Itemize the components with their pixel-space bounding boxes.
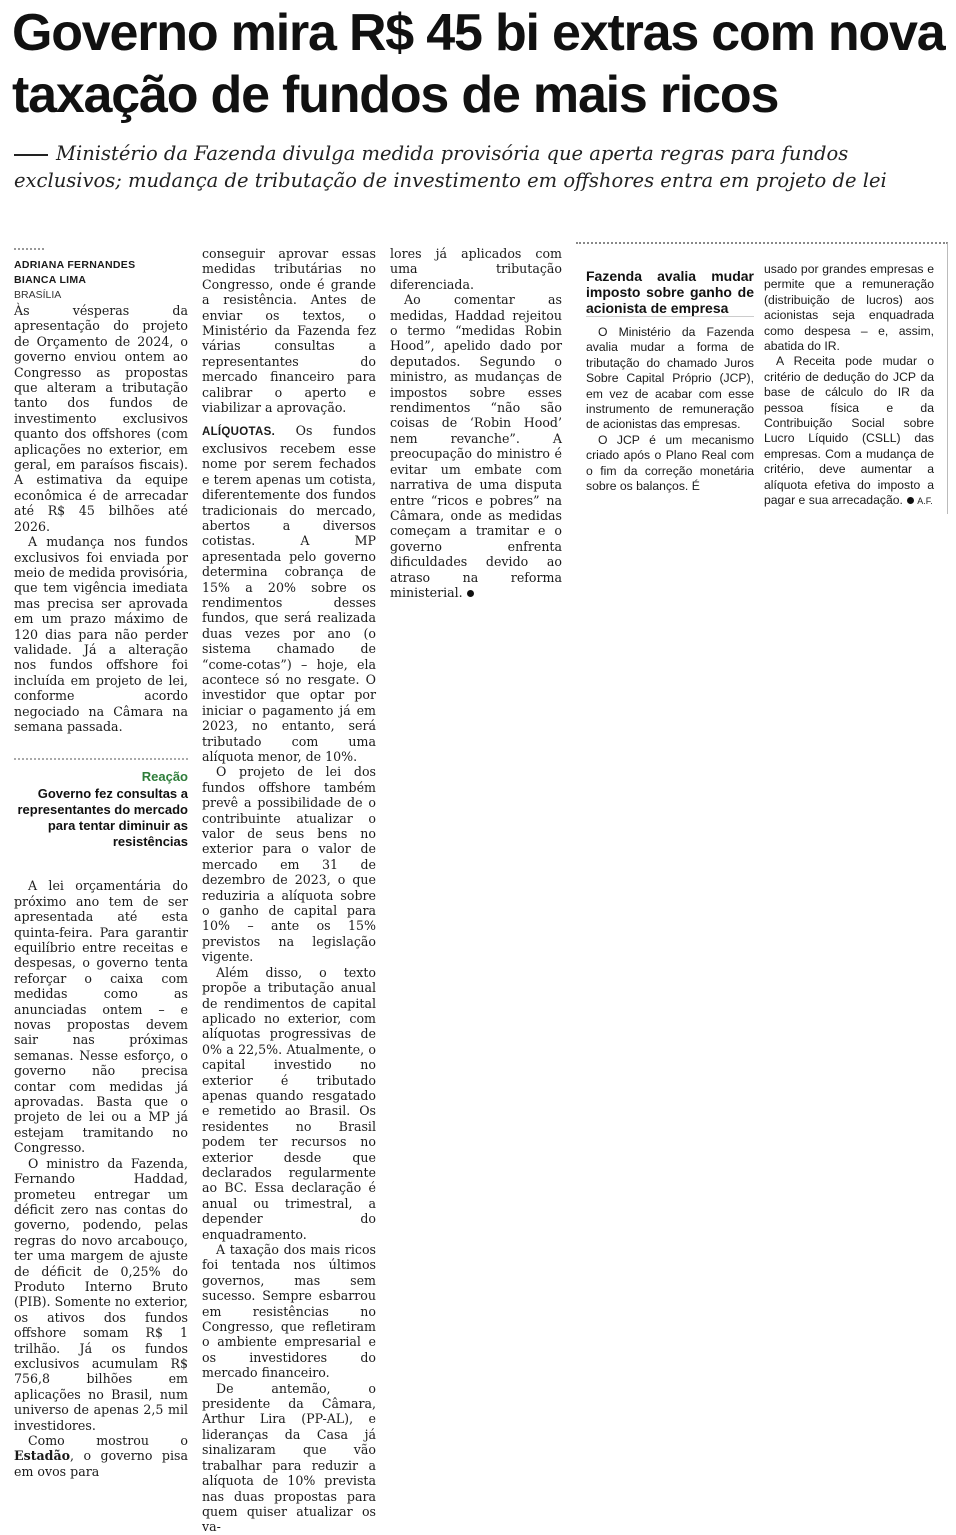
- byline-dots: [14, 248, 44, 250]
- pull-quote: [14, 758, 188, 850]
- pull-quote-kicker: Reação: [141, 769, 188, 785]
- sidebar-column-2: [764, 262, 934, 510]
- text-run: Os fundos exclusivos recebem esse nome por serem fechados e terem apenas um cotista, diferentemente dos fundos tradicionais do mercado, abertos a diversos cotistas. A MP apresentada pelo governo determina cobrança de 15% a 20% sobre os rendimentos desses fundos, que será realizada duas vezes por ano (o sistema chamado de “come-cotas”) – hoje, ela acontece só no resgate. O investidor que optar por iniciar o pagamento já em 2023, no entanto, será tributado com uma alíquota menor, de 10%.: [202, 423, 376, 764]
- dek-text: Ministério da Fazenda divulga medida provisória que aperta regras para fundos exclusivos; mudança de tributação de investimento em offshores entra em projeto de lei: [14, 142, 887, 192]
- text-run: Como mostrou o: [28, 1433, 188, 1448]
- byline-author-2: BIANCA LIMA: [14, 274, 87, 286]
- byline-author-1: ADRIANA FERNANDES: [14, 259, 136, 271]
- pull-quote-text: Governo fez consultas a representantes do mercado para tentar diminuir as resistências: [17, 786, 188, 850]
- sidebar-column-1: [586, 268, 754, 494]
- body-paragraph: O projeto de lei dos fundos offshore também prevê a possibilidade de o contribuinte atualizar o valor de seus bens no exterior para o valor de mercado em 31 de dezembro de 2023, o que reduziria a alíquota sobre o ganho de capital para 10% – ante os 15% previstos na legislação vigente.: [202, 764, 376, 965]
- sidebar-paragraph: O Ministério da Fazenda avalia mudar a forma de tributação do chamado Juros Sobre Capital Próprio (JCP), em vez de acabar com esse instrumento de remuneração de acionistas das empresas.: [586, 325, 754, 432]
- text-run: , o governo pisa em ovos para: [14, 1448, 188, 1479]
- body-paragraph: Além disso, o texto propõe a tributação anual de rendimentos de capital aplicado no exterior, com alíquotas progressivas de 0% a 22,5%. Atualmente, o capital investido no exterior é tributado apenas quando resgatado e remetido ao Brasil. Os residentes no Brasil podem ter recursos no exterior desde que declarados regularmente ao BC. Essa declaração é anual ou trimestral, a depender do enquadramento.: [202, 964, 376, 1242]
- end-mark-icon: [467, 590, 474, 597]
- sidebar-box: [576, 242, 948, 514]
- body-paragraph: [14, 1433, 188, 1479]
- body-paragraph: [202, 423, 376, 764]
- body-paragraph: [390, 292, 562, 600]
- subhead: ALÍQUOTAS.: [202, 426, 276, 439]
- body-paragraph: A lei orçamentária do próximo ano tem de ser apresentada até esta quinta-feira. Para garantir equilíbrio entre receitas e despesas, o governo tenta reforçar o caixa com medidas como as anunciadas ontem – e novas propostas devem sair nas próximas semanas. Nesse esforço, o governo não precisa contar com medidas já aprovadas. Basta que o projeto de lei ou a MP já estejam tramitando no Congresso.: [14, 878, 188, 1156]
- author-initials: A.F.: [917, 496, 933, 507]
- body-paragraph: lores já aplicados com uma tributação diferenciada.: [390, 246, 562, 292]
- body-paragraph: De antemão, o presidente da Câmara, Arthur Lira (PP-AL), e lideranças da Casa já sinalizaram que vão trabalhar para reduzir a alíquota de 10% prevista nas duas propostas para quem quiser atualizar os va-: [202, 1380, 376, 1535]
- newspaper-name: Estadão: [14, 1448, 71, 1464]
- body-paragraph: A mudança nos fundos exclusivos foi enviada por meio de medida provisória, que tem vigência imediata mas precisa ser aprovada em um prazo máximo de 120 dias para não perder validade. Já a alteração nos fundos offshore foi incluída em projeto de lei, conforme acordo negociado na Câmara na semana passada.: [14, 534, 188, 734]
- byline-place: BRASÍLIA: [14, 289, 62, 301]
- column-1: [14, 248, 188, 1479]
- body-paragraph: conseguir aprovar essas medidas tributárias no Congresso, onde é grande a resistência. Antes de enviar os textos, o Ministério da Fazenda fez várias consultas a representantes do mercado financeiro para calibrar o aperto e viabilizar a aprovação.: [202, 246, 376, 416]
- text-run: Ao comentar as medidas, Haddad rejeitou o termo “medidas Robin Hood”, apelido dado por deputados. Segundo o ministro, as mudanças de impostos sobre esses rendimentos “não são coisas de ‘Robin Hood’ nem revanche”. A preocupação do ministro é evitar um embate com narrativa de uma disputa entre “ricos e pobres” na Câmara, onde as medidas começam a tramitar e o governo enfrenta dificuldades devido ao atraso na reforma ministerial.: [390, 292, 562, 600]
- body-paragraph: O ministro da Fazenda, Fernando Haddad, prometeu entregar um déficit zero nas contas do governo, podendo, pelas regras do novo arcabouço, ter uma margem de ajuste de déficit de 0,25% do Produto Interno Bruto (PIB). Somente no exterior, os ativos dos fundos offshore somam R$ 1 trilhão. Já os fundos exclusivos acumulam R$ 756,8 bilhões em aplicações no Brasil, num universo de apenas 2,5 mil investidores.: [14, 1155, 188, 1433]
- sidebar-rule: [586, 316, 754, 317]
- column-2: [202, 246, 376, 1535]
- sidebar-title: Fazenda avalia mudar imposto sobre ganho de acionista de empresa: [586, 268, 754, 316]
- body-paragraph: Às vésperas da apresentação do projeto de Orçamento de 2024, o governo enviou ontem ao Congresso as propostas que alteram a tributação tanto dos fundos de investimento exclusivos quanto dos offshores (com aplicações no exterior, em geral, em paraísos fiscais). A estimativa da equipe econômica é de arrecadar até R$ 45 bilhões até 2026.: [14, 303, 188, 534]
- sidebar-paragraph: usado por grandes empresas e permite que a remuneração (distribuição de lucros) aos acionistas seja enquadrada como despesa – e, assim, abatida do IR.: [764, 262, 934, 354]
- text-run: A Receita pode mudar o critério de dedução do JCP da base de cálculo do IR da pessoa física e da Contribuição Social sobre Lucro Líquido (CSLL) das empresas. Com a mudança de critério, deve aumentar a alíquota efetiva do imposto a pagar e sua arrecadação.: [764, 354, 934, 508]
- dek-rule: [14, 154, 48, 156]
- sidebar-paragraph: O JCP é um mecanismo criado após o Plano Real com o fim da correção monetária sobre os balanços. É: [586, 432, 754, 494]
- end-mark-icon: [907, 497, 914, 504]
- dek: [14, 140, 944, 194]
- headline: Governo mira R$ 45 bi extras com nova taxação de fundos de mais ricos: [12, 4, 945, 124]
- sidebar-paragraph: [764, 354, 934, 509]
- column-3: [390, 246, 562, 600]
- body-paragraph: A taxação dos mais ricos foi tentada nos últimos governos, mas sem sucesso. Sempre esbarrou em resistências no Congresso, que refletiram o ambiente empresarial e os investidores do mercado financeiro.: [202, 1242, 376, 1381]
